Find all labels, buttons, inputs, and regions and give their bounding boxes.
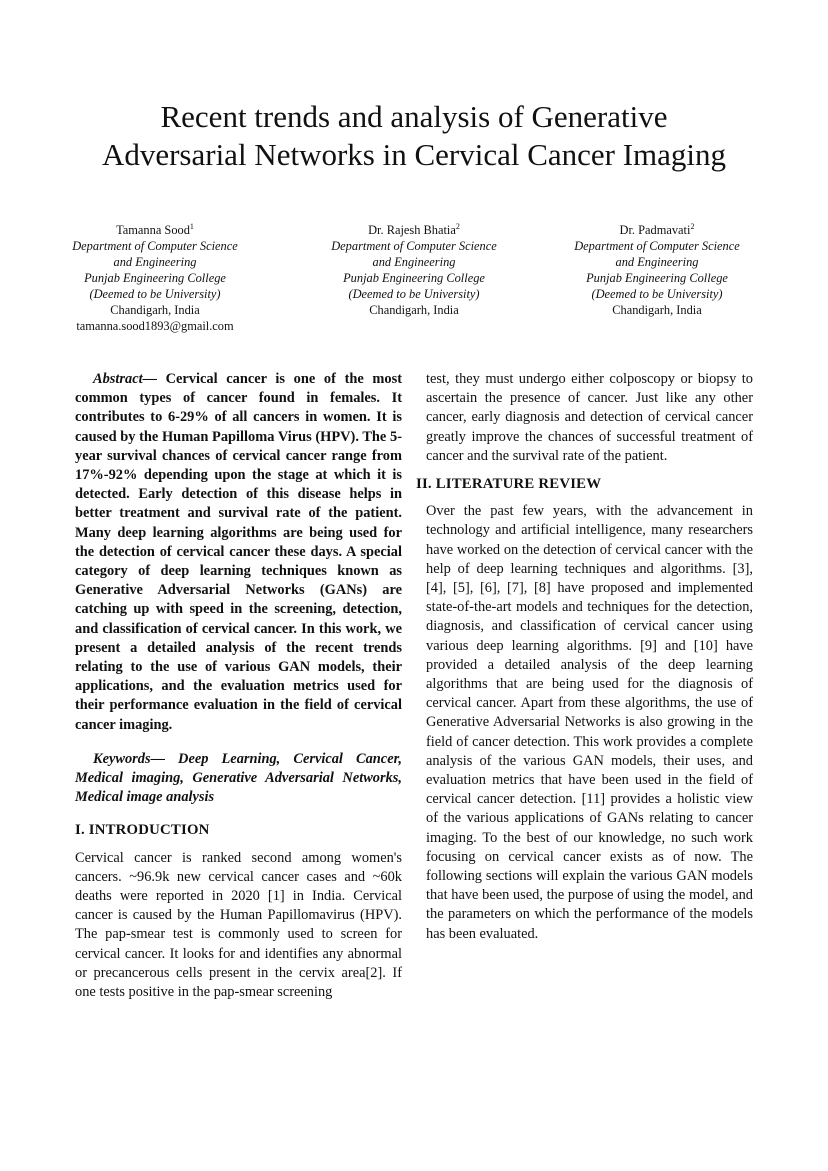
section-heading-literature-review: II. LITERATURE REVIEW xyxy=(416,476,602,493)
abstract-text: Cervical cancer is one of the most common types of cancer found in females. It contributes to 6-29% of all cancers in women. It is caused by the Human Papilloma Virus (HPV). The 5-year survival chances of cervical cancer range from 17%-92% depending upon the stage at which it is detected. Early detection of this disease helps in better treatment and survival rate of the patient. Many deep learning algorithms are being used for the detection of cervical cancer these days. A special category of deep learning techniques known as Generative Adversarial Networks (GANs) are catching up with speed in the screening, detection, and classification of cervical cancer. In this work, we present a detailed analysis of the recent trends relating to the use of various GAN models, their applications, and the evaluation metrics used for their performance evaluation in the field of cervical cancer imaging. xyxy=(75,371,402,733)
abstract xyxy=(75,370,402,735)
author-department: Department of Computer Science xyxy=(574,239,740,253)
author-college: Punjab Engineering College xyxy=(343,271,485,285)
keywords-label: Keywords— xyxy=(93,750,165,767)
paper-title xyxy=(40,98,788,174)
author-location: Chandigarh, India xyxy=(369,303,459,317)
literature-review-text: Over the past few years, with the advancement in technology and artificial intelligence, many researchers have worked on the detection of cervical cancer with the help of deep learning techniques and algorithms. [3], [4], [5], [6], [7], [8] have proposed and implemented state-of-the-art models and techniques for the detection, diagnosis, and classification of cervical cancer using various deep learning algorithms. [9] and [10] have provided a detailed analysis of the deep learning algorithms that are being used for the diagnosis of cervical cancer. Apart from these algorithms, the use of Generative Adversarial Networks is also growing in the field of cancer detection. This work provides a complete analysis of the various GAN models, their uses, and evaluation metrics that have been used in the field of cervical cancer detection. [11] provides a holistic view of the various applications of GANs relating to cancer imaging. To the best of our knowledge, no such work focusing on cervical cancer exists as of now. The following sections will explain the various GAN models that have been used, the purpose of using the model, and the parameters on which the performance of the models has been evaluated. xyxy=(426,503,753,942)
right-column xyxy=(416,370,753,944)
author-department: Department of Computer Science xyxy=(331,239,497,253)
author-location: Chandigarh, India xyxy=(612,303,702,317)
author-department-cont: and Engineering xyxy=(113,255,197,269)
author-university: (Deemed to be University) xyxy=(591,287,723,301)
author-name: Dr. Rajesh Bhatia xyxy=(368,223,456,237)
author-3 xyxy=(542,222,772,318)
author-university: (Deemed to be University) xyxy=(89,287,221,301)
author-affiliation-mark: 2 xyxy=(690,221,695,231)
author-college: Punjab Engineering College xyxy=(586,271,728,285)
author-department: Department of Computer Science xyxy=(72,239,238,253)
left-column xyxy=(75,370,402,1002)
author-location: Chandigarh, India xyxy=(110,303,200,317)
abstract-label: Abstract— xyxy=(93,371,157,387)
paper-title-line-1: Recent trends and analysis of Generative xyxy=(160,99,668,134)
author-name: Tamanna Sood xyxy=(116,223,190,237)
author-1 xyxy=(40,222,270,334)
author-affiliation-mark: 2 xyxy=(455,221,460,231)
author-college: Punjab Engineering College xyxy=(84,271,226,285)
introduction-continued-text: test, they must undergo either colposcopy or biopsy to ascertain the presence of cancer. Just like any other cancer, early diagnosis and detection of cervical cancer greatly improve the chances of successful treatment of cancer and the survival rate of the patient. xyxy=(426,371,753,464)
author-university: (Deemed to be University) xyxy=(348,287,480,301)
author-2 xyxy=(299,222,529,318)
keywords xyxy=(75,750,402,808)
introduction-text: Cervical cancer is ranked second among women's cancers. ~96.9k new cervical cancer cases and ~60k deaths were reported in 2020 [1] in India. Cervical cancer is caused by the Human Papillomavirus (HPV). The pap-smear test is commonly used to screen for cervical cancer. It looks for and identifies any abnormal or precancerous cells present in the cervix area[2]. If one tests positive in the pap-smear screening xyxy=(75,849,402,1001)
author-department-cont: and Engineering xyxy=(372,255,456,269)
author-department-cont: and Engineering xyxy=(615,255,699,269)
author-email[interactable]: tamanna.sood1893@gmail.com xyxy=(76,319,234,333)
author-name: Dr. Padmavati xyxy=(619,223,691,237)
paper-title-line-2: Adversarial Networks in Cervical Cancer Imaging xyxy=(101,137,727,172)
author-affiliation-mark: 1 xyxy=(189,221,194,231)
author-block xyxy=(40,222,788,342)
section-heading-introduction: I. INTRODUCTION xyxy=(75,822,210,839)
keywords-text: Deep Learning, Cervical Cancer, Medical imaging, Generative Adversarial Networks, Medical image analysis xyxy=(75,750,402,806)
